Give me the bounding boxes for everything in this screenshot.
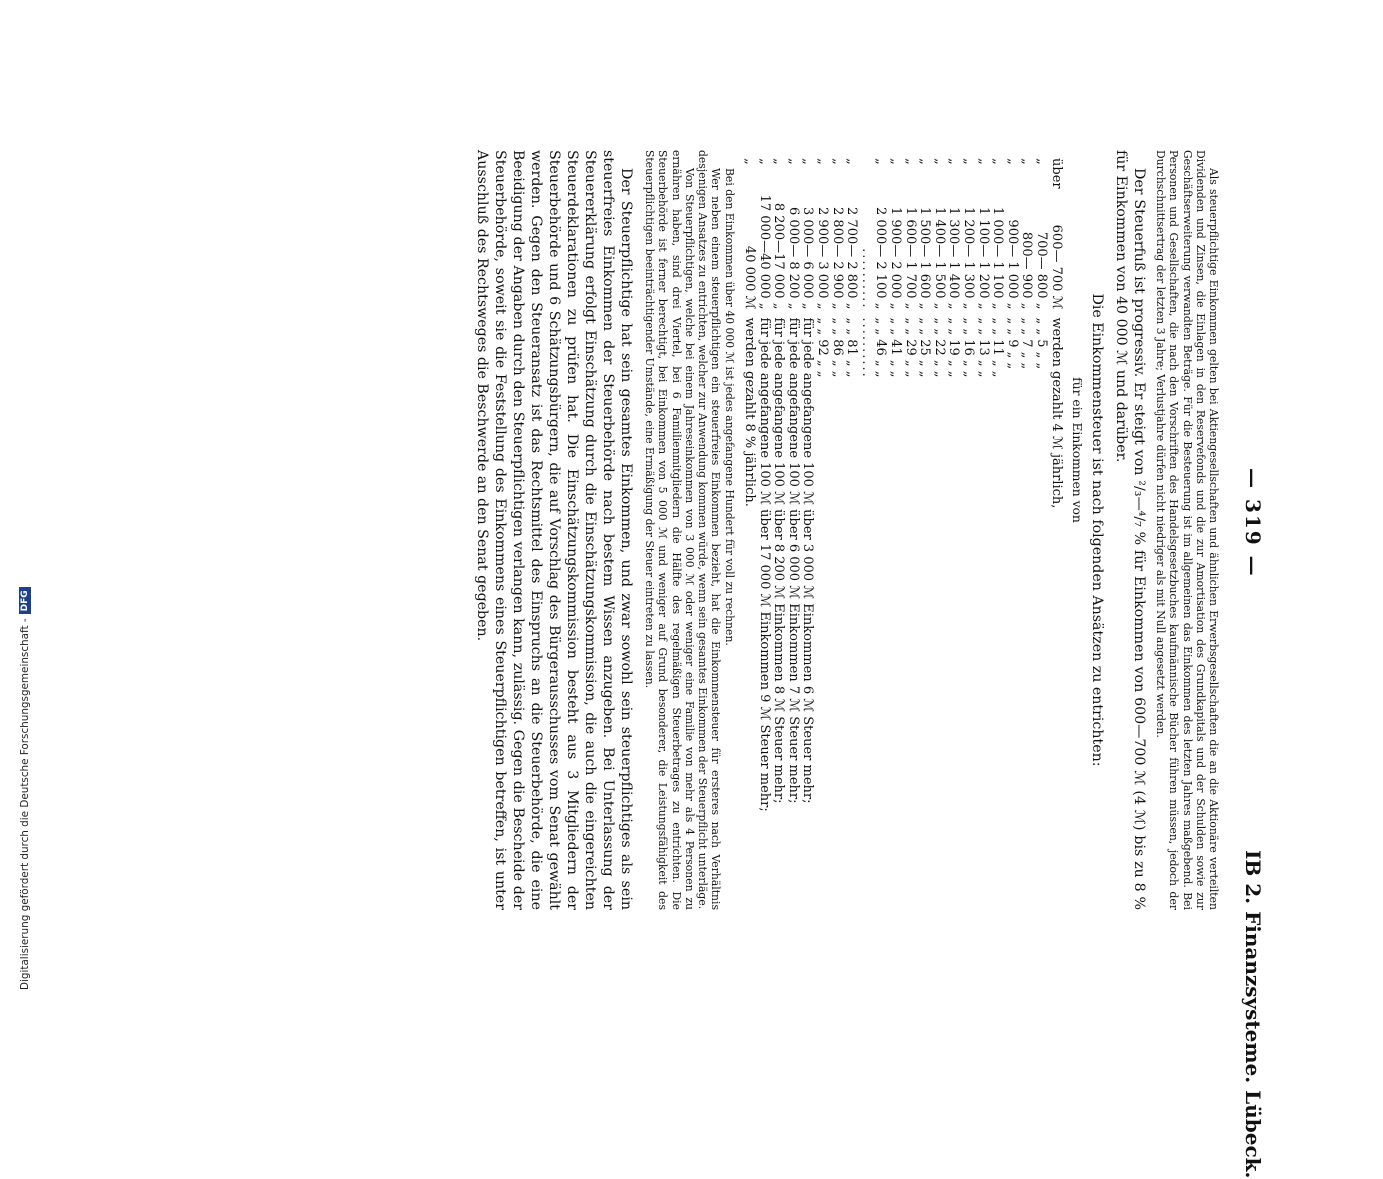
- tax-amount: „ „ 46 „ „: [873, 317, 889, 378]
- tax-row: [1004, 158, 1019, 818]
- row-prefix: „: [815, 158, 831, 165]
- row-prefix: über: [1048, 158, 1064, 189]
- income-range: 2 800— 2 900 „: [829, 207, 845, 310]
- row-prefix: „: [961, 158, 977, 165]
- income-range: 1 200— 1 300 „: [961, 207, 977, 310]
- scanned-page: [110, 150, 1265, 1179]
- tax-row: [990, 158, 1005, 818]
- tax-amount: werden gezahlt 8 % jährlich.: [742, 317, 758, 507]
- section-header: IB 2. Finanzsysteme. Lübeck.: [1241, 850, 1265, 1179]
- rates-subintro: für ein Einkommen von: [1069, 377, 1084, 523]
- income-range: 2 700— 2 800 „: [844, 207, 860, 310]
- tax-amount: „ „ 29 „ „: [902, 317, 918, 378]
- income-range: 3 000— 6 000 „: [800, 207, 816, 310]
- tax-row: [756, 158, 771, 818]
- row-prefix: „: [888, 158, 904, 165]
- tax-row: [1019, 158, 1034, 818]
- tax-row: [873, 158, 888, 818]
- tax-row: [742, 158, 757, 818]
- tax-amount: „ „ 41 „ „: [888, 317, 904, 378]
- tax-row: [844, 158, 859, 818]
- tax-amount: für jede angefangene 100 ℳ über 8 200 ℳ Einkommen 8 ℳ Steuer mehr;: [771, 317, 787, 804]
- tax-row: [771, 158, 786, 818]
- tax-amount: werden gezahlt 4 ℳ jährlich,: [1048, 317, 1064, 509]
- tax-row: [785, 158, 800, 818]
- row-prefix: „: [829, 158, 845, 165]
- tax-row: [975, 158, 990, 818]
- income-range: 600— 700 ℳ: [1048, 224, 1064, 310]
- neben-paragraph: Wer neben einem steuerpflichtigen ein steuerfreies Einkommen bezieht, hat die Einkommensteuer für ersteres nach Verhältnis desjenigen Ansatzes zu entrichten, welcher zur Anwendung kommen würde, wenn sein gesamtes Einkommen der Steuerpflicht unterläge.: [696, 150, 723, 910]
- tax-amount: „ „ 19 „ „: [946, 317, 962, 378]
- tax-row: [931, 158, 946, 818]
- intro-paragraph: Als steuerpflichtige Einkommen gelten bei Aktiengesellschaften und ähnlichen Erwerbsgesellschaften die an die Aktionäre verteilten Dividenden und Zinsen, die Einlagen in den Reservefonds und die zur Amortisation des Grundkapitals und der Schulden sowie zur Geschäftserweiterung verwandten Beträge. Für die Besteuerung ist im allgemeinen das Einkommen des letzten Jahres maßgebend. Bei Personen und Gesellschaften, die nach den Vorschriften des Handelsgesetzbuches kaufmännische Bücher führen müssen, jedoch der Durchschnittsertrag der letzten 3 Jahre; Verlustjahre dürfen nicht niedriger als mit Null angesetzt werden.: [1154, 150, 1220, 910]
- row-prefix: „: [785, 158, 801, 165]
- tax-row: [917, 158, 932, 818]
- tax-amount: für jede angefangene 100 ℳ über 6 000 ℳ Einkommen 7 ℳ Steuer mehr;: [785, 317, 801, 804]
- income-range: 6 000— 8 200 „: [785, 207, 801, 310]
- income-range: 40 000 ℳ: [742, 245, 758, 310]
- tax-row: [902, 158, 917, 818]
- row-prefix: „: [1019, 158, 1035, 165]
- income-range: 17 000—40 000 „: [756, 194, 772, 310]
- progressive-paragraph: Der Steuerfuß ist progressiv. Er steigt von ²/₃—⁴/₇ % für Einkommen von 600—700 ℳ (4 ℳ) bis zu 8 % für Einkommen von 40 000 ℳ und darüber.: [1112, 150, 1147, 910]
- income-range: 1 500— 1 600 „: [917, 207, 933, 310]
- tax-rate-table: [742, 158, 1063, 818]
- income-range: 1 600— 1 700 „: [902, 207, 918, 310]
- tax-row: [829, 158, 844, 818]
- veranlagung-paragraph: Der Steuerpflichtige hat sein gesamtes Einkommen, und zwar sowohl sein steuerpflichtiges als sein steuerfreies Einkommen der Steuerbehörde nach bestem Wissen anzugeben. Bei Unterlassung der Steuererklärung erfolgt Einschätzung durch die Einschätzungskommission, die auch die eingereichten Steuerdeklarationen zu prüfen hat. Die Einschätzungskommission besteht aus 3 Mitgliedern der Steuerbehörde und 6 Schätzungsbürgern, die auf Vorschlag des Bürgerausschusses vom Senat gewählt werden. Gegen den Steueransatz ist das Rechtsmittel des Einspruchs an die Steuerbehörde, die eine Beeidigung der Angaben durch den Steuerpflichtigen verlangen kann, zulässig. Gegen die Bescheide der Steuerbehörde, soweit sie die Feststellung des Einkommens eines Steuerpflichtigen betreffen, ist unter Ausschluß des Rechtsweges die Beschwerde an den Senat gegeben.: [474, 150, 635, 910]
- income-range: 2 900— 3 000 „: [815, 207, 831, 310]
- tax-amount: ..........: [858, 317, 874, 379]
- row-prefix: „: [873, 158, 889, 165]
- page-header: [1220, 150, 1265, 1179]
- tax-row: [1033, 158, 1048, 818]
- row-prefix: „: [742, 158, 758, 165]
- row-prefix: „: [975, 158, 991, 165]
- tax-amount: „ „ 92 „ „: [815, 317, 831, 378]
- tax-amount: für jede angefangene 100 ℳ über 17 000 ℳ Einkommen 9 ℳ Steuer mehr;: [756, 317, 772, 812]
- tax-amount: „ „ 5 „ „: [1033, 317, 1049, 370]
- tax-row: [800, 158, 815, 818]
- row-prefix: „: [946, 158, 962, 165]
- tax-row: [960, 158, 975, 818]
- tax-amount: „ „ 11 „ „: [990, 317, 1006, 378]
- income-range: 700— 800 „: [1033, 231, 1049, 310]
- tax-amount: „ „ 13 „ „: [975, 317, 991, 378]
- tax-amount: für jede angefangene 100 ℳ über 3 000 ℳ Einkommen 6 ℳ Steuer mehr;: [800, 317, 816, 804]
- tax-amount: „ „ 25 „ „: [917, 317, 933, 378]
- tax-row: [946, 158, 961, 818]
- row-prefix: „: [800, 158, 816, 165]
- income-range: 1 000— 1 100 „: [990, 207, 1006, 310]
- credit-text: Digitalisierung gefördert durch die Deutsche Forschungsgemeinschaft -: [19, 618, 31, 990]
- tax-row: [1048, 158, 1063, 818]
- income-range: ..........: [858, 248, 874, 310]
- income-range: 8 200—17 000 „: [771, 202, 787, 310]
- tax-row: [887, 158, 902, 818]
- income-range: 1 400— 1 500 „: [931, 207, 947, 310]
- over-40000-paragraph: Bei den Einkommen über 40 000 ℳ ist jedes angefangene Hundert für voll zu rechnen.: [722, 168, 736, 646]
- tax-amount: „ „ 9 „ „: [1004, 317, 1020, 370]
- page-number: — 319 —: [1241, 468, 1265, 578]
- row-prefix: „: [756, 158, 772, 165]
- row-prefix: „: [931, 158, 947, 165]
- row-prefix: „: [990, 158, 1006, 165]
- row-prefix: „: [917, 158, 933, 165]
- income-range: 800— 900 „: [1019, 231, 1035, 310]
- familie-paragraph: Von Steuerpflichtigen, welche bei einem Jahreseinkommen von 3 000 ℳ oder weniger eine Familie von mehr als 4 Personen zu ernähren haben, sind drei Viertel, bei 6 Familienmitgliedern die Hälfte des regelmäßigen Steuerbetrages zu entrichten. Die Steuerbehörde ist ferner berechtigt, bei Einkommen von 5 000 ℳ und weniger auf Grund besonderer, die Leistungsfähigkeit des Steuerpflichtigen beeinträchtigender Umstände, eine Ermäßigung der Steuer eintreten zu lassen.: [643, 150, 696, 910]
- tax-row: [858, 158, 873, 818]
- income-range: 1 900— 2 000 „: [888, 207, 904, 310]
- income-range: 2 000— 2 100 „: [873, 207, 889, 310]
- tax-amount: „ „ 81 „ „: [844, 317, 860, 378]
- tax-amount: „ „ 7 „ „: [1019, 317, 1035, 370]
- row-prefix: „: [1004, 158, 1020, 165]
- row-prefix: „: [1033, 158, 1049, 165]
- tax-row: [814, 158, 829, 818]
- digitization-credit: [18, 0, 32, 990]
- row-prefix: [858, 158, 873, 195]
- tax-amount: „ „ 86 „ „: [829, 317, 845, 378]
- income-range: 1 300— 1 400 „: [946, 207, 962, 310]
- tax-amount: „ „ 22 „ „: [931, 317, 947, 378]
- row-prefix: „: [844, 158, 860, 165]
- rates-intro: Die Einkommensteuer ist nach folgenden Ansätzen zu entrichten:: [1088, 293, 1105, 767]
- income-range: 1 100— 1 200 „: [975, 207, 991, 310]
- dfg-logo: DFG: [19, 587, 31, 614]
- income-range: 900— 1 000 „: [1004, 219, 1020, 310]
- row-prefix: „: [771, 158, 787, 165]
- tax-amount: „ „ 16 „ „: [961, 317, 977, 378]
- row-prefix: „: [902, 158, 918, 165]
